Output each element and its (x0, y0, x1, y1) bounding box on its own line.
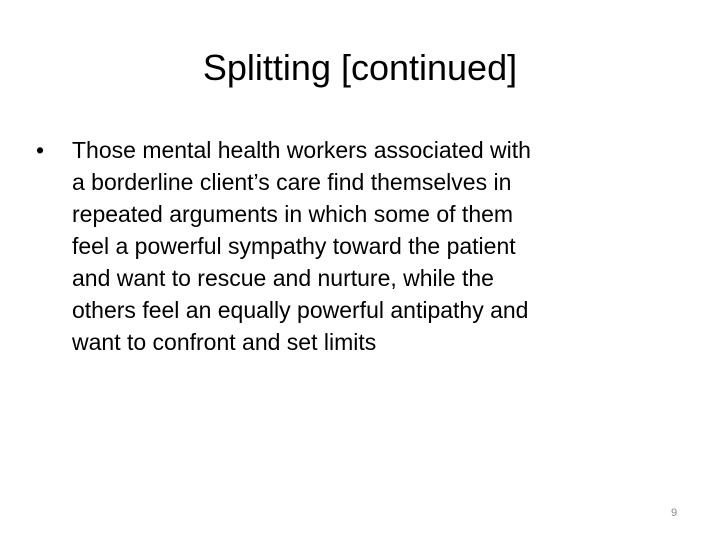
bullet-dot-icon: • (36, 137, 45, 163)
slide-body (36, 134, 686, 358)
page-number: 9 (670, 507, 678, 519)
bullet-item (36, 134, 686, 358)
bullet-text-line: Those mental health workers associated with (72, 137, 531, 163)
bullet-text-line: want to confront and set limits (72, 329, 377, 355)
bullet-text-line: others feel an equally powerful antipathy and (72, 297, 529, 323)
bullet-text (72, 134, 686, 358)
bullet-text-line: a borderline client’s care find themselves in (72, 169, 512, 195)
slide-title: Splitting [continued] (202, 47, 518, 88)
bullet-text-line: feel a powerful sympathy toward the patient (72, 233, 516, 259)
bullet-text-line: repeated arguments in which some of them (72, 201, 514, 227)
bullet-text-line: and want to rescue and nurture, while the (72, 265, 494, 291)
